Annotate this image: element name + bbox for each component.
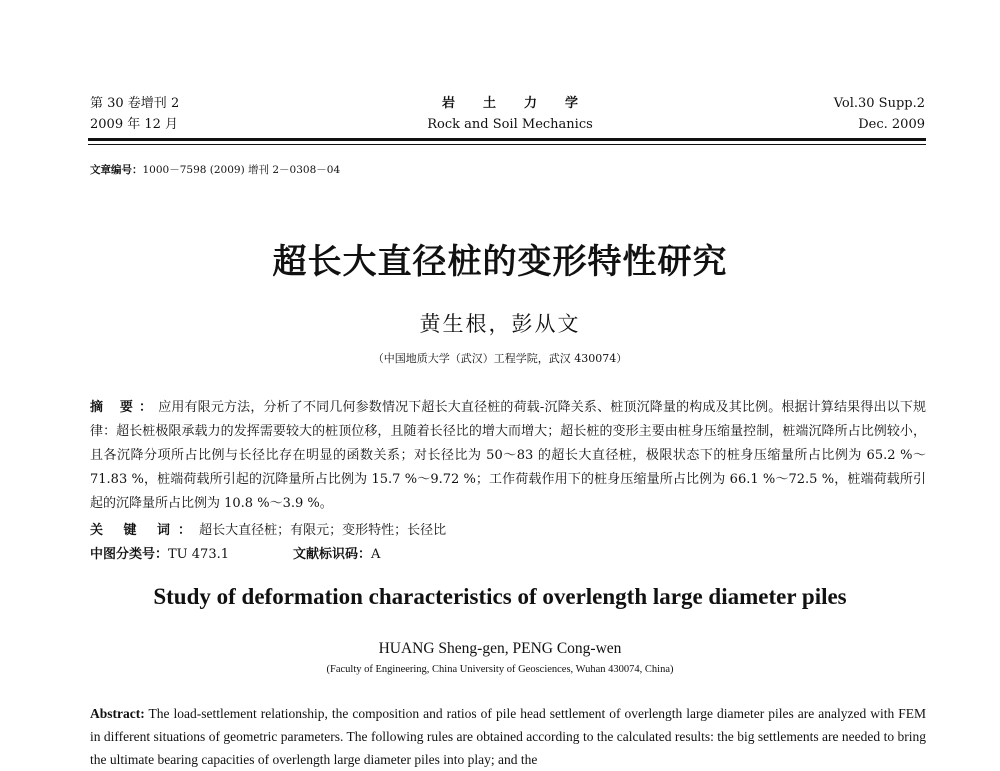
header-date: 2009 年 12 月	[90, 117, 179, 132]
keywords-cn	[90, 519, 446, 538]
doc-code-label: 文献标识码：	[293, 547, 372, 562]
abstract-cn-label: 摘 要：	[90, 400, 159, 415]
header-volume: 第 30 卷增刊 2	[90, 96, 180, 111]
header-volume-en: Vol.30 Supp.2	[833, 96, 925, 111]
clc-label: 中图分类号：	[90, 547, 169, 562]
article-number-value: 1000－7598 (2009) 增刊 2－0308－04	[142, 164, 341, 176]
header-date-en: Dec. 2009	[858, 117, 925, 132]
doc-code-value: A	[371, 547, 381, 562]
abstract-cn	[90, 396, 926, 516]
keywords-cn-label: 关 键 词：	[90, 523, 200, 538]
title-en: Study of deformation characteristics of overlength large diameter piles	[153, 584, 847, 609]
affiliation-en: (Faculty of Engineering, China University of Geosciences, Wuhan 430074, China)	[326, 664, 674, 675]
abstract-cn-text: 应用有限元方法，分析了不同几何参数情况下超长大直径桩的荷载-沉降关系、桩顶沉降量的构成及其比例。根据计算结果得出以下规律：超长桩极限承载力的发挥需要较大的桩顶位移，且随着长径比的增大而增大；超长桩的变形主要由桩身压缩量控制，桩端沉降所占比例较小，且各沉降分项所占比例与长径比存在明显的函数关系；对长径比为 50～83 的超长大直径桩，极限状态下的桩身压缩量所占比例为 65.2 %～71.83 %，桩端荷载所引起的沉降量所占比例为 15.7 %～9.72 %；工作荷载作用下的桩身压缩量所占比例为 66.1 %～72.5 %，桩端荷载所引起的沉降量所占比例为 10.8 %～3.9 %。	[90, 400, 926, 511]
abstract-en-label: Abstract:	[90, 706, 145, 721]
authors-en: HUANG Sheng-gen, PENG Cong-wen	[378, 640, 622, 657]
header-rule-thick	[88, 138, 926, 141]
article-number	[90, 162, 340, 177]
header-journal	[380, 93, 640, 135]
keywords-cn-text: 超长大直径桩；有限元；变形特性；长径比	[199, 523, 447, 538]
classification-row	[90, 543, 380, 562]
header-volume-info	[90, 93, 179, 135]
article-number-label: 文章编号：	[90, 164, 143, 176]
abstract-en-text: The load-settlement relationship, the composition and ratios of pile head settlement of overlength large diameter piles are analyzed with FEM in different situations of geometric parameters. The following rules are obtained according to the calculated results: the big settlements are needed to bring the ultimate bearing capacities of overlength large diameter piles into play; and the	[90, 706, 926, 767]
affiliation-cn: （中国地质大学（武汉）工程学院，武汉 430074）	[372, 352, 628, 365]
journal-name-cn: 岩土力学	[441, 96, 606, 111]
abstract-en	[90, 702, 926, 771]
journal-name-en: Rock and Soil Mechanics	[427, 117, 593, 132]
header-volume-info-en	[834, 93, 925, 135]
header-rule-thin	[88, 144, 926, 145]
clc-value: TU 473.1	[168, 547, 229, 562]
authors-cn: 黄生根，彭从文	[419, 312, 581, 336]
title-cn: 超长大直径桩的变形特性研究	[272, 242, 728, 282]
